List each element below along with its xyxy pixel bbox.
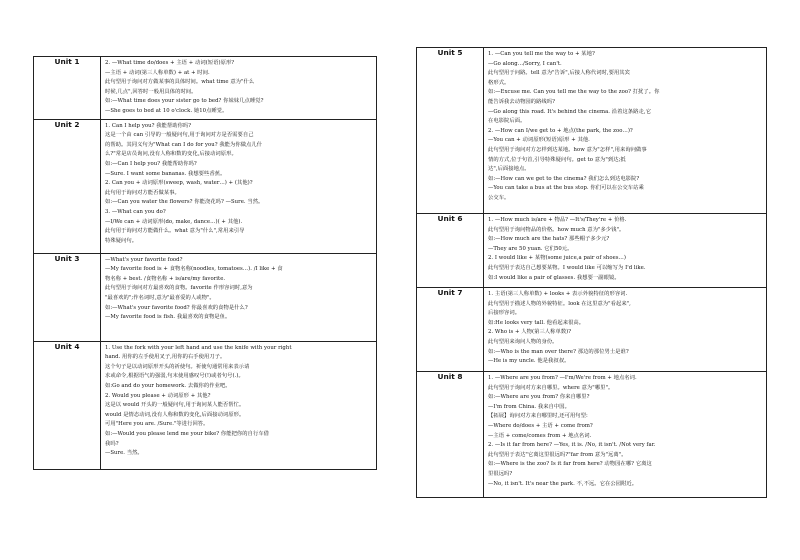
text-line: —My favorite food is + 食物名称(noodles, tomatoes…). /I like + 食 [105, 266, 283, 273]
unit-label: Unit 4 [34, 341, 101, 469]
text-line: would 是情态动词,没有人称和数的变化,后面接动词原形。 [105, 411, 245, 418]
text-line: 2. —What time do/does + 主语 + 动词(短语)原形? [105, 60, 235, 66]
text-line: 【拓展】询问对方来自哪里时,还可用句型: [488, 413, 588, 420]
text-line: —You can + 动词原形(短语)原形 + 其他. [488, 137, 590, 144]
text-line: 此句用于询问对方能做什么。what 意为"什么",常用来引导 [105, 228, 245, 235]
text-line: 1. Can I help you? 我能帮助你吗? [105, 122, 192, 129]
text-line: 2. Can you + 动词原形(sweep, wash, water…) + (其他)? [105, 180, 253, 187]
text-line: —He is my uncle. 他是我叔叔。 [488, 358, 570, 365]
text-line: 此句型用于询问对方做某事的具体时间。what time 意为"什么 [105, 79, 255, 86]
text-line: 2. I would like + 某物(some juice,a pair of shoes…) [488, 255, 627, 262]
text-line: —They are 50 yuan. 它们50元。 [488, 245, 573, 252]
text-line: 求或命令,根据语气的强弱,句末使用感叹号(!)或者句号(.)。 [105, 373, 244, 380]
text-line: 1. —How much is/are + 物品? —It's/They're + 价格. [488, 217, 627, 223]
text-line: —主语 + come/comes from + 地点名词. [488, 432, 592, 439]
text-line: 如:I would like a pair of glasses. 我想要一副眼镜。 [488, 274, 620, 281]
text-line: 2. Who is + 人物(第三人称单数)? [488, 329, 572, 336]
text-line: 如:—Can I help you? 我能帮助你吗? [105, 160, 197, 167]
text-line: 2. —Is it far from here? —Yes, it is. /No, it isn't. /Not very far. [488, 442, 656, 449]
text-line: —No, it isn't. It's near the park. 不,不远。它在公园附近。 [488, 480, 638, 487]
text-line: —My favorite food is fish. 我最喜欢的食物是鱼。 [105, 314, 231, 321]
text-line: 如:—Excuse me. Can you tell me the way to the zoo? 打扰了。你 [488, 89, 660, 96]
text-line: —I/We can + 动词原形(do, make, dance…)( + 其他). [105, 218, 243, 225]
text-line: 此句型用于表达"它离这里很远吗?"far from 意为"远离"。 [488, 451, 627, 458]
text-line: 里很远吗? [488, 470, 513, 477]
text-line: 么?"常是店员询问,没有人称和数的变化,后接动词原形。 [105, 151, 237, 158]
text-line: 公交车。 [488, 194, 510, 201]
unit-label: Unit 6 [417, 214, 484, 288]
text-line: —Where do/does + 主语 + come from? [488, 422, 593, 429]
text-line: 此句用于询问对方能否做某事。 [105, 189, 180, 196]
text-line: "最喜欢的";作名词时,意为"最喜爱的人或物"。 [105, 294, 215, 301]
text-line: 如:—What time does your sister go to bed? 你妹妹几点睡觉? [105, 98, 264, 105]
table-row [417, 372, 767, 498]
unit-label: Unit 3 [34, 253, 101, 341]
right-page [400, 0, 800, 560]
text-line: 特殊疑问句。 [105, 237, 138, 244]
text-line: 如:Go and do your homework. 去做你的作业吧。 [105, 382, 231, 389]
unit-content [484, 48, 767, 214]
text-line: 如:—Who is the man over there? 那边的那位男士是谁? [488, 348, 629, 355]
table-row [417, 288, 767, 372]
text-line: 格形式。 [488, 79, 510, 86]
text-line: 如:—Can you water the flowers? 你能浇花吗? —Sure. 当然。 [105, 199, 264, 206]
text-line: —I'm from China. 我来自中国。 [488, 403, 570, 410]
unit-content [101, 57, 377, 120]
text-line: 3. —What can you do? [105, 208, 166, 215]
text-line: 达",后面接地点。 [488, 166, 530, 173]
text-line: 情的方式,位于句首,引导特殊疑问句。get to 意为"到达;抵 [488, 156, 626, 163]
text-line: 这个句子是以动词原形开头的祈使句。祈使句通常用来表示请 [105, 363, 250, 370]
text-line: 如:He looks very tall. 他看起来很高。 [488, 319, 585, 326]
text-line: 此句型用于询问对方来自哪里。where 意为"哪里"。 [488, 384, 614, 391]
unit-content [484, 288, 767, 372]
text-line: —Go along this road. It's behind the cinema. 沿着这条路走,它 [488, 108, 651, 115]
text-line: 此句型用于表达自己想要某物。I would like 可以缩写为 I'd like. [488, 264, 646, 271]
text-line: 此句型用来询问人物的身份。 [488, 338, 558, 345]
text-line: 时候,几点",回答时一般用具体的时间。 [105, 88, 197, 95]
unit-content [101, 253, 377, 341]
table-row [417, 48, 767, 214]
text-line: 此句型用于描述人物的外貌特征。look 在这里意为"看起来", [488, 300, 631, 307]
text-line: —You can take a bus at the bus stop. 你们可以在公交车站乘 [488, 185, 644, 192]
text-line: 如:—How can we get to the cinema? 我们怎么到达电影院? [488, 175, 640, 182]
text-line: 此句型用于询问对方最喜欢的食物。favorite 作形容词时,意为 [105, 285, 253, 292]
text-line: 此句型用于问路。tell 意为"告诉",后接人称代词时,要用其宾 [488, 70, 631, 77]
unit-content [101, 119, 377, 253]
text-line: —Sure. 当然。 [105, 450, 143, 457]
unit-label: Unit 2 [34, 119, 101, 253]
text-line: 在电影院后面。 [488, 118, 526, 125]
unit-content [484, 214, 767, 288]
text-line: 我吗? [105, 440, 119, 447]
text-line: 能告诉我去动物园的路线吗? [488, 98, 556, 105]
text-line: 如:—Where is the zoo? Is it far from here? 动物园在哪? 它离这 [488, 461, 652, 468]
text-line: 物名称 + best. /食物名称 + is/are/my favorite. [105, 275, 226, 282]
table-row [417, 214, 767, 288]
text-line: —What's your favorite food? [105, 256, 183, 263]
text-line: 如:—How much are the hats? 那些帽子多少元? [488, 236, 610, 243]
unit-content [101, 341, 377, 469]
unit-table-left [33, 56, 377, 470]
unit-content [484, 372, 767, 498]
unit-label: Unit 8 [417, 372, 484, 498]
text-line: 的帮助。其同义句为"What can I do for you? 我能为你做点儿什 [105, 141, 263, 148]
text-line: 1. Use the fork with your left hand and use the knife with your right [105, 344, 292, 351]
text-line: 如:—Would you please lend me your bike? 你能把你的自行车借 [105, 430, 270, 437]
text-line: —Sure. I want some bananas. 我想要些香蕉。 [105, 170, 226, 177]
text-line: —She goes to bed at 10 o'clock. 她10点睡觉。 [105, 107, 228, 114]
unit-label: Unit 1 [34, 57, 101, 120]
table-row [34, 119, 377, 253]
text-line: 1. 主语(第三人称单数) + looks + 表示外貌特征的形容词. [488, 291, 628, 297]
text-line: 此句型用于询问物品的价格。how much 意为"多少钱"。 [488, 226, 625, 233]
text-line: hand. 用你的左手使用叉子,用你的右手使用刀子。 [105, 354, 226, 361]
text-line: 可用"Here you are. /Sure."等进行回答。 [105, 421, 209, 428]
text-line: 后接形容词。 [488, 310, 521, 317]
text-line: 如:—Where are you from? 你来自哪里? [488, 394, 590, 401]
text-line: 这是以 would 开头的一般疑问句,用于询问某人能否帮忙。 [105, 402, 245, 409]
text-line: —Go along…/Sorry, I can't. [488, 60, 562, 67]
unit-label: Unit 5 [417, 48, 484, 214]
text-line: 2. —How can I/we get to + 地点(the park, the zoo…)? [488, 127, 633, 134]
text-line: 2. Would you please + 动词原形 + 其他? [105, 392, 211, 399]
text-line: 1. —Where are you from? —I'm/We're from + 地点名词. [488, 375, 637, 381]
unit-label: Unit 7 [417, 288, 484, 372]
text-line: 1. —Can you tell me the way to + 某地? [488, 51, 595, 57]
unit-table-right [416, 47, 767, 498]
text-line: —主语 + 动词(第三人称单数) + at + 时间. [105, 69, 210, 76]
table-row [34, 253, 377, 341]
text-line: 这是一个由 can 引导的一般疑问句,用于询问对方是否需要自己 [105, 132, 254, 139]
table-row [34, 341, 377, 469]
text-line: 此句型用于询问对方怎样到达某地。how 意为"怎样",用来询问做事 [488, 146, 647, 153]
text-line: 如:—What's your favorite food? 你最喜欢的食物是什么? [105, 304, 248, 311]
table-row [34, 57, 377, 120]
